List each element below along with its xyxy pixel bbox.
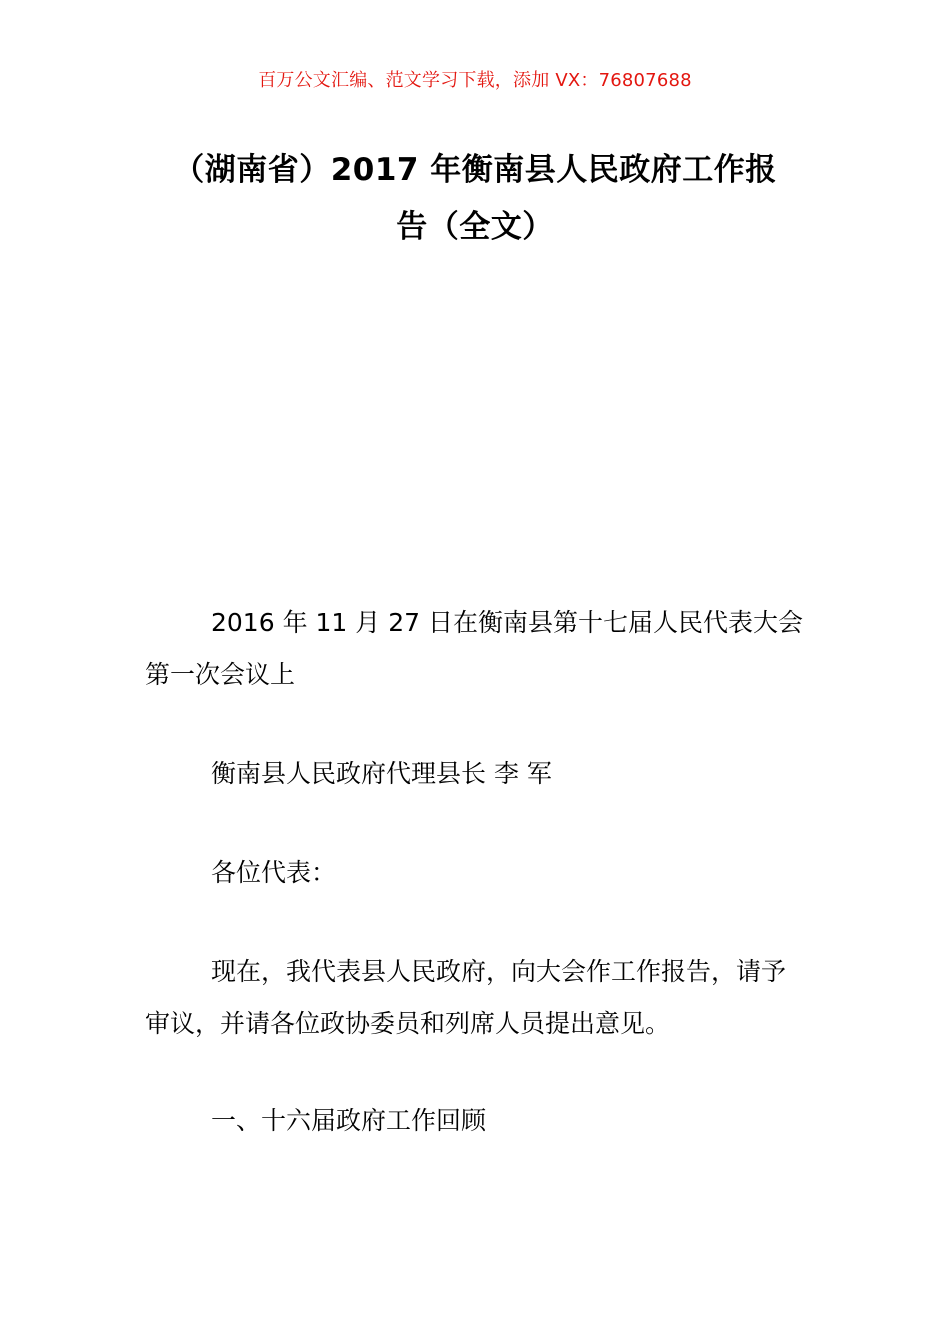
paragraph-line: 现在，我代表县人民政府，向大会作工作报告，请予: [211, 957, 787, 986]
paragraph-speaker: [145, 748, 808, 800]
paragraph-line: 审议，并请各位政协委员和列席人员提出意见。: [145, 1009, 671, 1038]
paragraph-line: 各位代表：: [211, 858, 337, 887]
document-title: [145, 142, 805, 256]
paragraph-line: 2016 年 11 月 27 日在衡南县第十七届人民代表大会: [211, 608, 803, 637]
header-note: 百万公文汇编、范文学习下载，添加 VX：76807688: [258, 70, 692, 91]
section-heading: [145, 1095, 808, 1147]
paragraph-line: 衡南县人民政府代理县长 李 军: [211, 759, 552, 788]
paragraph-line: 第一次会议上: [145, 660, 296, 689]
title-line-1: （湖南省）2017 年衡南县人民政府工作报: [173, 152, 777, 188]
paragraph-salutation: [145, 847, 808, 899]
paragraph-meeting-date: [145, 597, 808, 701]
paragraph-line: 一、十六届政府工作回顾: [211, 1106, 487, 1135]
paragraph-intro: [145, 946, 808, 1050]
title-line-2: 告（全文）: [396, 209, 554, 245]
